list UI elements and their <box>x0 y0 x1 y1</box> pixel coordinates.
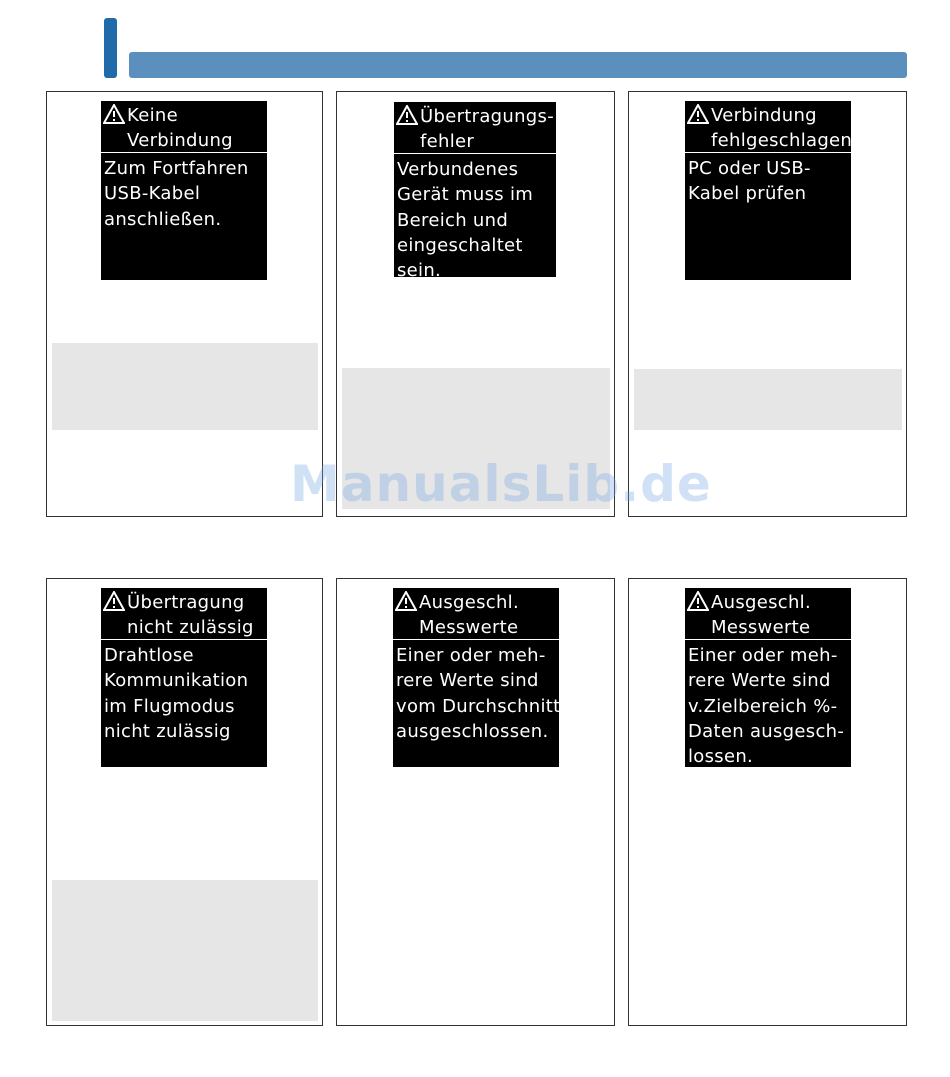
screen-message: Zum Fortfahren USB-Kabel anschließen. <box>104 158 249 230</box>
screen-message: PC oder USB- Kabel prüfen <box>688 158 811 205</box>
text-area-placeholder <box>52 880 318 1021</box>
screen-message: Verbundenes Gerät muss im Bereich und eingeschaltet sein. <box>397 159 534 282</box>
header-bar <box>129 52 907 78</box>
screen-title: Übertragungs- fehler <box>394 102 556 154</box>
screen-message: Drahtlose Kommunikation im Flugmodus nicht zulässig <box>104 645 249 742</box>
watermark: ManualsLib.de <box>290 455 712 513</box>
warning-icon <box>395 591 417 611</box>
screen-title: Ausgeschl. Messwerte <box>393 588 559 640</box>
warning-icon <box>687 104 709 124</box>
screen-title: Übertragung nicht zulässig <box>101 588 267 640</box>
screen-title: Ausgeschl. Messwerte <box>685 588 851 640</box>
warning-icon <box>687 591 709 611</box>
meter-screen-transfer-not-allowed <box>101 588 267 767</box>
text-area-placeholder <box>52 343 318 430</box>
meter-screen-excluded-values-target <box>685 588 851 767</box>
screen-title: Keine Verbindung <box>101 101 267 153</box>
warning-icon <box>396 105 418 125</box>
text-area-placeholder <box>634 369 902 430</box>
meter-screen-transfer-error <box>394 102 556 282</box>
meter-screen-no-connection <box>101 101 267 280</box>
warning-icon <box>103 591 125 611</box>
meter-screen-connection-failed <box>685 101 851 280</box>
meter-screen-excluded-values-average <box>393 588 559 767</box>
screen-title: Verbindung fehlgeschlagen <box>685 101 851 153</box>
section-tab-marker <box>104 18 117 78</box>
warning-icon <box>103 104 125 124</box>
screen-message: Einer oder meh- rere Werte sind vom Durchschnitt ausgeschlossen. <box>396 645 561 742</box>
screen-message: Einer oder meh- rere Werte sind v.Zielbereich %- Daten ausgesch- lossen. <box>688 645 845 768</box>
